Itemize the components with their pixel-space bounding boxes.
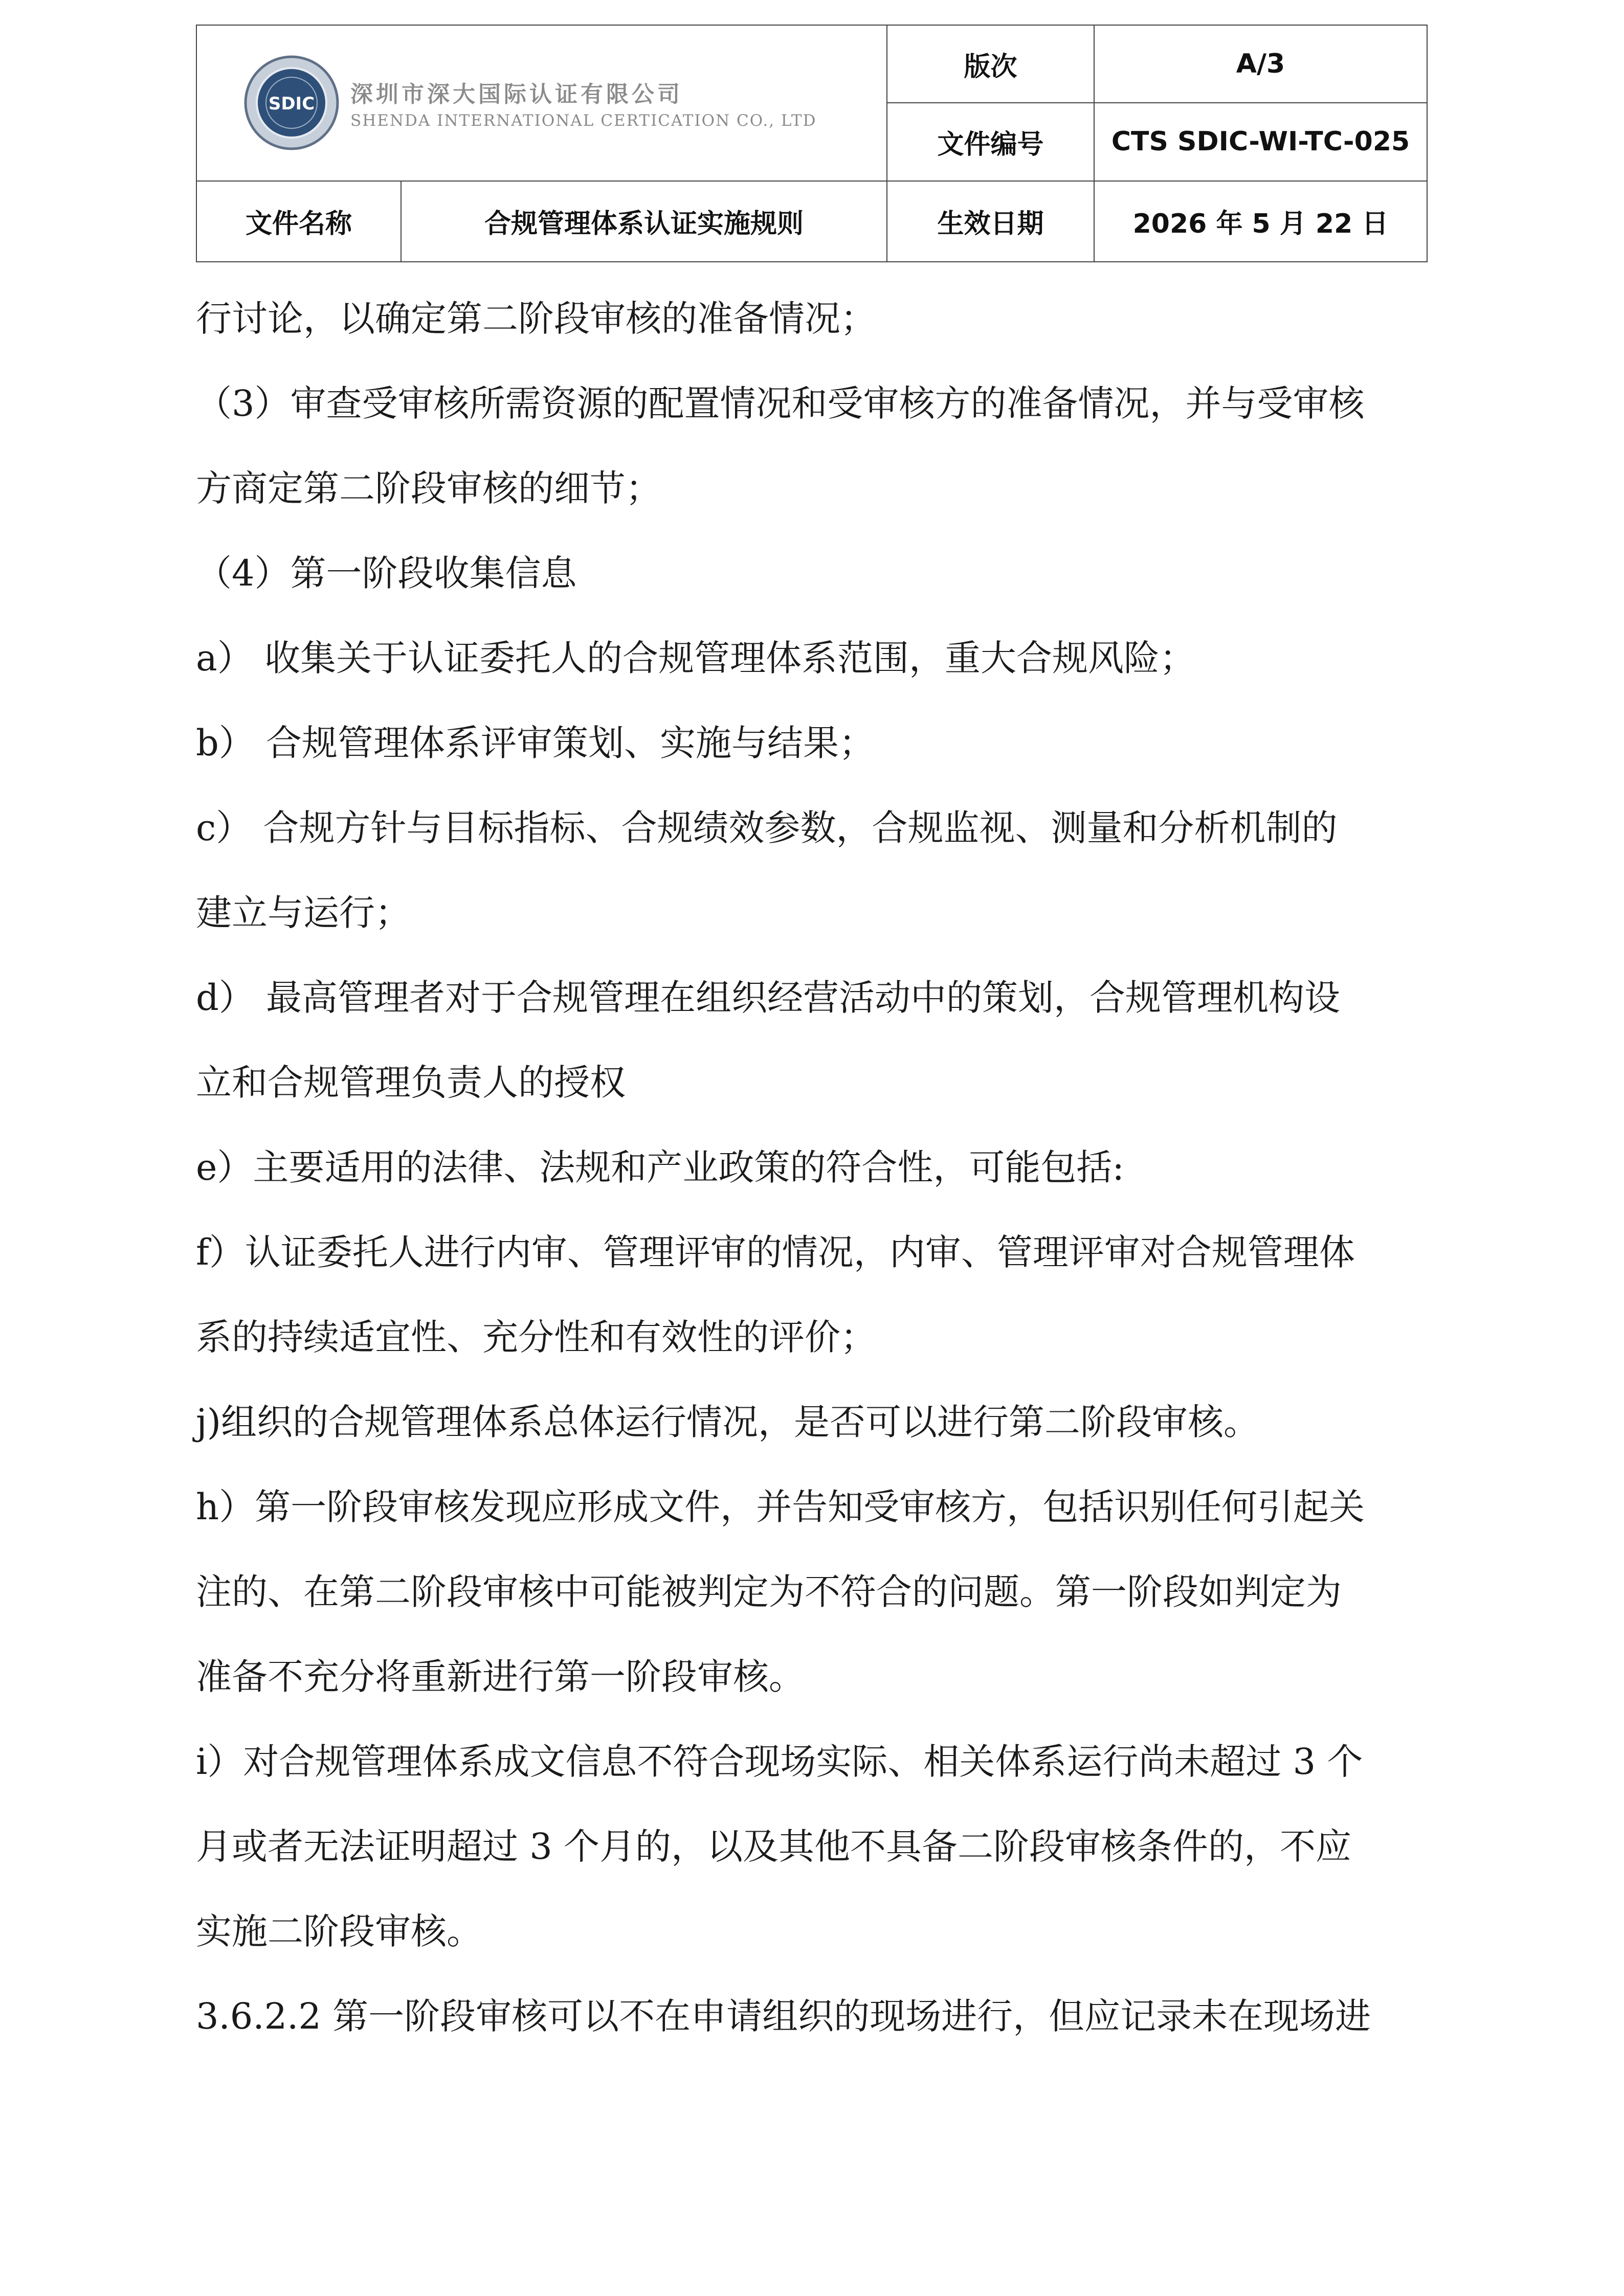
company-name-en: SHENDA INTERNATIONAL CERTICATION CO., LTD	[350, 111, 817, 130]
body-line: 准备不充分将重新进行第一阶段审核。	[196, 1656, 805, 1698]
body-line: 方商定第二阶段审核的细节；	[196, 467, 661, 509]
effective-date-value: 2026 年 5 月 22 日	[1094, 181, 1427, 262]
version-value: A/3	[1094, 25, 1427, 103]
body-line: 系的持续适宜性、充分性和有效性的评价；	[196, 1316, 876, 1358]
doc-name-value: 合规管理体系认证实施规则	[401, 181, 887, 262]
document-body	[196, 276, 1439, 2059]
document-header-table	[196, 25, 1428, 262]
body-line: j)组织的合规管理体系总体运行情况，是否可以进行第二阶段审核。	[196, 1401, 1260, 1443]
body-line: 实施二阶段审核。	[196, 1910, 482, 1952]
body-line: e）主要适用的法律、法规和产业政策的符合性，可能包括:	[196, 1146, 1125, 1188]
body-line: 立和合规管理负责人的授权	[196, 1062, 626, 1104]
sdic-logo-icon	[243, 54, 340, 151]
body-line: b） 合规管理体系评审策划、实施与结果；	[196, 722, 875, 764]
body-line: 月或者无法证明超过 3 个月的，以及其他不具备二阶段审核条件的，不应	[196, 1826, 1352, 1867]
body-line: 建立与运行；	[196, 892, 411, 934]
company-name-cn: 深圳市深大国际认证有限公司	[350, 81, 683, 108]
body-line: 行讨论，以确定第二阶段审核的准备情况；	[196, 298, 876, 340]
body-line: （4）第一阶段收集信息	[196, 552, 577, 594]
doc-name-label: 文件名称	[196, 181, 401, 262]
body-line: c） 合规方针与目标指标、合规绩效参数，合规监视、测量和分析机制的	[196, 807, 1338, 849]
doc-number-label: 文件编号	[887, 103, 1094, 181]
body-line: d） 最高管理者对于合规管理在组织经营活动中的策划，合规管理机构设	[196, 977, 1341, 1019]
version-label: 版次	[887, 25, 1094, 103]
body-line: a） 收集关于认证委托人的合规管理体系范围，重大合规风险；	[196, 637, 1195, 679]
effective-date-label: 生效日期	[887, 181, 1094, 262]
body-line: f）认证委托人进行内审、管理评审的情况，内审、管理评审对合规管理体	[196, 1231, 1355, 1273]
body-line: i）对合规管理体系成文信息不符合现场实际、相关体系运行尚未超过 3 个	[196, 1741, 1363, 1783]
doc-number-value: CTS SDIC-WI-TC-025	[1094, 103, 1427, 181]
svg-text:SDIC: SDIC	[268, 94, 315, 115]
body-line: 3.6.2.2 第一阶段审核可以不在申请组织的现场进行，但应记录未在现场进	[196, 1995, 1371, 2037]
body-line: （3）审查受审核所需资源的配置情况和受审核方的准备情况，并与受审核	[196, 382, 1365, 424]
body-line: h）第一阶段审核发现应形成文件，并告知受审核方，包括识别任何引起关	[196, 1486, 1365, 1528]
body-line: 注的、在第二阶段审核中可能被判定为不符合的问题。第一阶段如判定为	[196, 1571, 1342, 1613]
company-logo-cell	[196, 25, 887, 181]
